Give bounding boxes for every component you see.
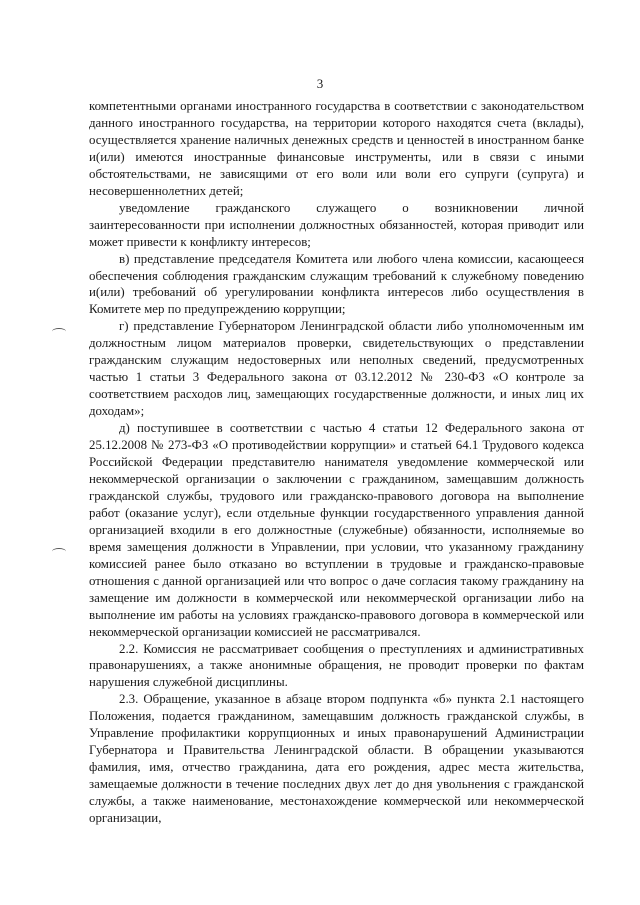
paragraph: 2.2. Комиссия не рассматривает сообщения о преступлениях и административных правонарушениях, а также анонимные обращения, не проводит проверки по фактам нарушения служебной дисциплины. [89, 641, 584, 690]
margin-mark [52, 328, 66, 335]
paragraph: г) представление Губернатором Ленинградской области либо уполномоченным им должностным лицом материалов проверки, свидетельствующих о представлении гражданским служащим недостоверных или неполных сведений, предусмотренных частью 1 статьи 3 Федерального закона от 03.12.2012 № 230-ФЗ «О контроле за соответствием расходов лиц, замещающих государственные должности, и иных лиц их доходам»; [89, 319, 584, 419]
paragraph: в) представление председателя Комитета или любого члена комиссии, касающееся обеспечения соблюдения гражданским служащим требований к служебному поведению и(или) требований об урегулировании конфликта интересов либо осуществления в Комитете мер по предупреждению коррупции; [89, 251, 584, 317]
page-number: 3 [316, 76, 324, 91]
paragraph: компетентными органами иностранного государства в соответствии с законодательством данного иностранного государства, на территории которого находятся счета (вклады), осуществляется хранение наличных денежных средств и ценностей в иностранном банке и(или) имеются иностранные финансовые инструменты, или в связи с иными обстоятельствами, не зависящими от его воли или воли его супруги (супруга) и несовершеннолетних детей; [89, 99, 584, 198]
paragraph: уведомление гражданского служащего о возникновении личной заинтересованности при исполнении должностных обязанностей, которая приводит или может привести к конфликту интересов; [89, 200, 584, 249]
paragraph: д) поступившее в соответствии с частью 4 статьи 12 Федерального закона от 25.12.2008 № 273-ФЗ «О противодействии коррупции» и статьей 64.1 Трудового кодекса Российской Федерации представителю нанимателя уведомление коммерческой или некоммерческой организации о заключении с гражданином, замещавшим должность гражданской службы, трудового или гражданско-правового договора на выполнение работ (оказание услуг), если отдельные функции государственного управления данной организацией входили в его должностные (служебные) обязанности, исполняемые во время замещения должности в Управлении, при условии, что указанному гражданину комиссией ранее было отказано во вступлении в трудовые и гражданско-правовые отношения с данной организацией или что вопрос о даче согласия такому гражданину на замещение им должности в коммерческой или некоммерческой организации либо на выполнение им работы на условиях гражданско-правового договора в коммерческой или некоммерческой организации комиссией не рассматривался. [89, 421, 584, 639]
document-body [89, 98, 584, 827]
margin-mark [52, 548, 66, 555]
paragraph: 2.3. Обращение, указанное в абзаце втором подпункта «б» пункта 2.1 настоящего Положения, подается гражданином, замещавшим должность гражданской службы, в Управление профилактики коррупционных и иных правонарушений Администрации Губернатора и Правительства Ленинградской области. В обращении указываются фамилия, имя, отчество гражданина, дата его рождения, адрес места жительства, замещаемые должности в течение последних двух лет до дня увольнения с гражданской службы, а также наименование, местонахождение коммерческой или некоммерческой организации, [89, 692, 584, 826]
